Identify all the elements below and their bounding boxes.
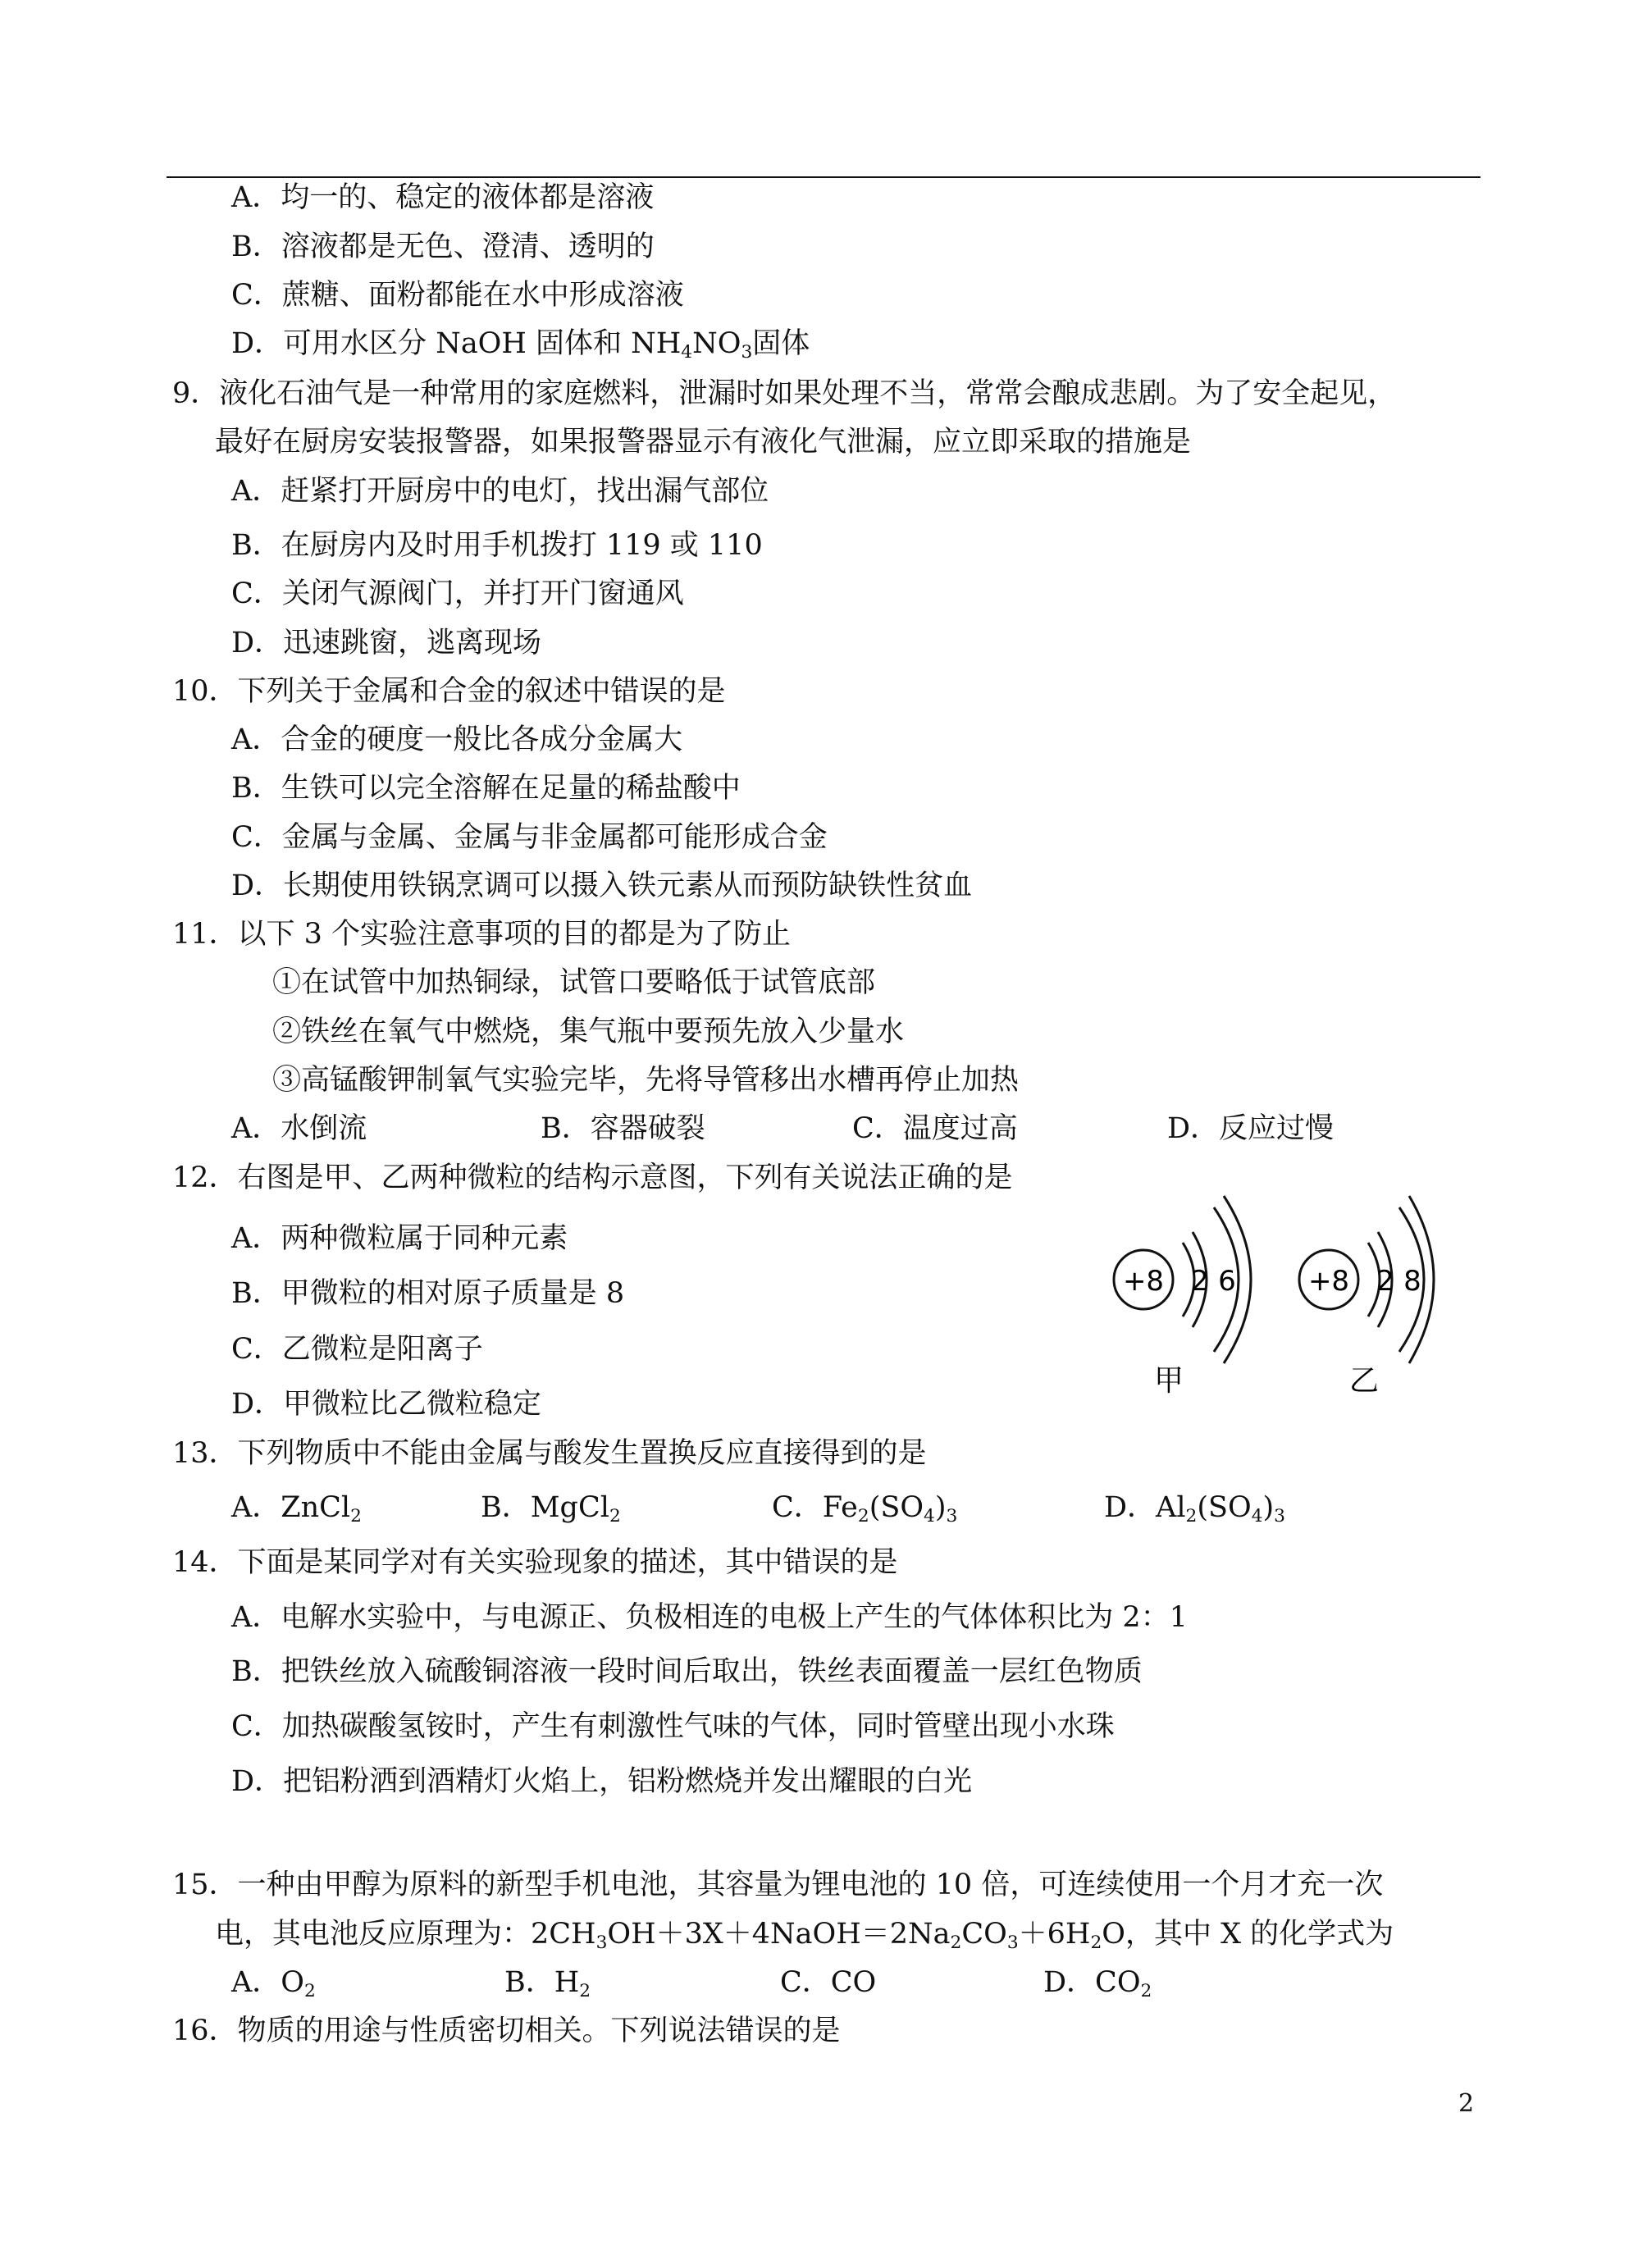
jia-label: 甲 <box>1153 1364 1184 1398</box>
q14-option-d: D．把铝粉洒到酒精灯火焰上，铝粉燃烧并发出耀眼的白光 <box>231 1765 973 1798</box>
q15-stem-line1: 15．一种由甲醇为原料的新型手机电池，其容量为锂电池的 10 倍，可连续使用一个月才充一次 <box>172 1869 1384 1901</box>
q11-stem: 11．以下 3 个实验注意事项的目的都是为了防止 <box>172 918 792 951</box>
yi-shell2-electrons: 8 <box>1403 1265 1421 1298</box>
q10-stem: 10．下列关于金属和合金的叙述中错误的是 <box>172 675 726 708</box>
q11-option-d: D．反应过慢 <box>1167 1112 1335 1145</box>
q9-option-c: C．关闭气源阀门，并打开门窗通风 <box>231 577 684 610</box>
q15-option-c: C．CO <box>780 1966 877 1999</box>
q13-option-d: D．$Al_2(SO_4)_3$ <box>1104 1491 1285 1527</box>
yi-shell1-electrons: 2 <box>1376 1265 1394 1298</box>
q15-option-b: B．$H_2$ <box>504 1966 591 2002</box>
particle-yi <box>1299 1196 1434 1398</box>
jia-shell2-electrons: 6 <box>1218 1265 1236 1298</box>
q13-option-c: C．$Fe_2(SO_4)_3$ <box>772 1491 958 1527</box>
header-rule <box>167 176 1481 178</box>
q14-option-b: B．把铁丝放入硫酸铜溶液一段时间后取出，铁丝表面覆盖一层红色物质 <box>231 1655 1143 1688</box>
q10-option-a: A．合金的硬度一般比各成分金属大 <box>231 723 683 756</box>
q9-option-b: B．在厨房内及时用手机拨打 119 或 110 <box>231 529 763 562</box>
q11-item-2: ②铁丝在氧气中燃烧，集气瓶中要预先放入少量水 <box>272 1015 905 1048</box>
q10-option-b: B．生铁可以完全溶解在足量的稀盐酸中 <box>231 772 741 805</box>
q14-stem: 14．下面是某同学对有关实验现象的描述，其中错误的是 <box>172 1546 898 1579</box>
q12-option-a: A．两种微粒属于同种元素 <box>231 1222 568 1255</box>
q8-option-a: A．均一的、稳定的液体都是溶液 <box>231 181 655 214</box>
q15-option-d: D．$CO_2$ <box>1043 1966 1152 2002</box>
q9-option-a: A．赶紧打开厨房中的电灯，找出漏气部位 <box>231 475 769 508</box>
yi-label: 乙 <box>1348 1364 1380 1398</box>
q14-option-a: A．电解水实验中，与电源正、负极相连的电极上产生的气体体积比为 2：1 <box>231 1601 1188 1634</box>
q16-stem: 16．物质的用途与性质密切相关。下列说法错误的是 <box>172 2015 841 2047</box>
q12-option-b: B．甲微粒的相对原子质量是 8 <box>231 1277 625 1310</box>
q13-stem: 13．下列物质中不能由金属与酸发生置换反应直接得到的是 <box>172 1437 927 1470</box>
q11-item-1: ①在试管中加热铜绿，试管口要略低于试管底部 <box>272 966 876 999</box>
q12-option-d: D．甲微粒比乙微粒稳定 <box>231 1388 542 1421</box>
q11-option-c: C．温度过高 <box>852 1112 1018 1145</box>
q9-option-d: D．迅速跳窗，逃离现场 <box>231 627 542 659</box>
q8-option-c: C．蔗糖、面粉都能在水中形成溶液 <box>231 279 684 312</box>
q15-option-a: A．$O_2$ <box>231 1966 316 2002</box>
q9-stem-line1: 9．液化石油气是一种常用的家庭燃料，泄漏时如果处理不当，常常会酿成悲剧。为了安全起见， <box>172 377 1397 410</box>
jia-nucleus-charge: +8 <box>1122 1265 1165 1298</box>
q9-stem-line2: 最好在厨房安装报警器，如果报警器显示有液化气泄漏，应立即采取的措施是 <box>215 426 1192 459</box>
q10-option-c: C．金属与金属、金属与非金属都可能形成合金 <box>231 821 828 854</box>
q8-option-d: D．可用水区分 NaOH 固体和 $NH_4NO_3$固体 <box>231 327 810 363</box>
q14-option-c: C．加热碳酸氢铵时，产生有刺激性气味的气体，同时管壁出现小水珠 <box>231 1710 1115 1743</box>
yi-nucleus-charge: +8 <box>1307 1265 1350 1298</box>
atomic-structure-figure <box>1091 1189 1460 1411</box>
q12-option-c: C．乙微粒是阳离子 <box>231 1333 483 1366</box>
q10-option-d: D．长期使用铁锅烹调可以摄入铁元素从而预防缺铁性贫血 <box>231 869 973 902</box>
page-number: 2 <box>1458 2089 1475 2118</box>
q13-option-a: A．ZnCl$_2$ <box>231 1491 362 1527</box>
q11-option-a: A．水倒流 <box>231 1112 367 1145</box>
q12-stem: 12．右图是甲、乙两种微粒的结构示意图，下列有关说法正确的是 <box>172 1161 1013 1194</box>
q11-option-b: B．容器破裂 <box>541 1112 705 1145</box>
jia-shell1-electrons: 2 <box>1191 1265 1209 1298</box>
q8-option-b: B．溶液都是无色、澄清、透明的 <box>231 230 655 263</box>
q13-option-b: B．MgCl$_2$ <box>481 1491 621 1527</box>
particle-jia <box>1114 1196 1251 1398</box>
q11-item-3: ③高锰酸钾制氧气实验完毕，先将导管移出水槽再停止加热 <box>272 1064 1020 1097</box>
q15-stem-line2: 电，其电池反应原理为：$2CH_3OH+3X+4NaOH=2Na_2CO_3+6H_2O$，其中 X 的化学式为 <box>215 1918 1394 1954</box>
